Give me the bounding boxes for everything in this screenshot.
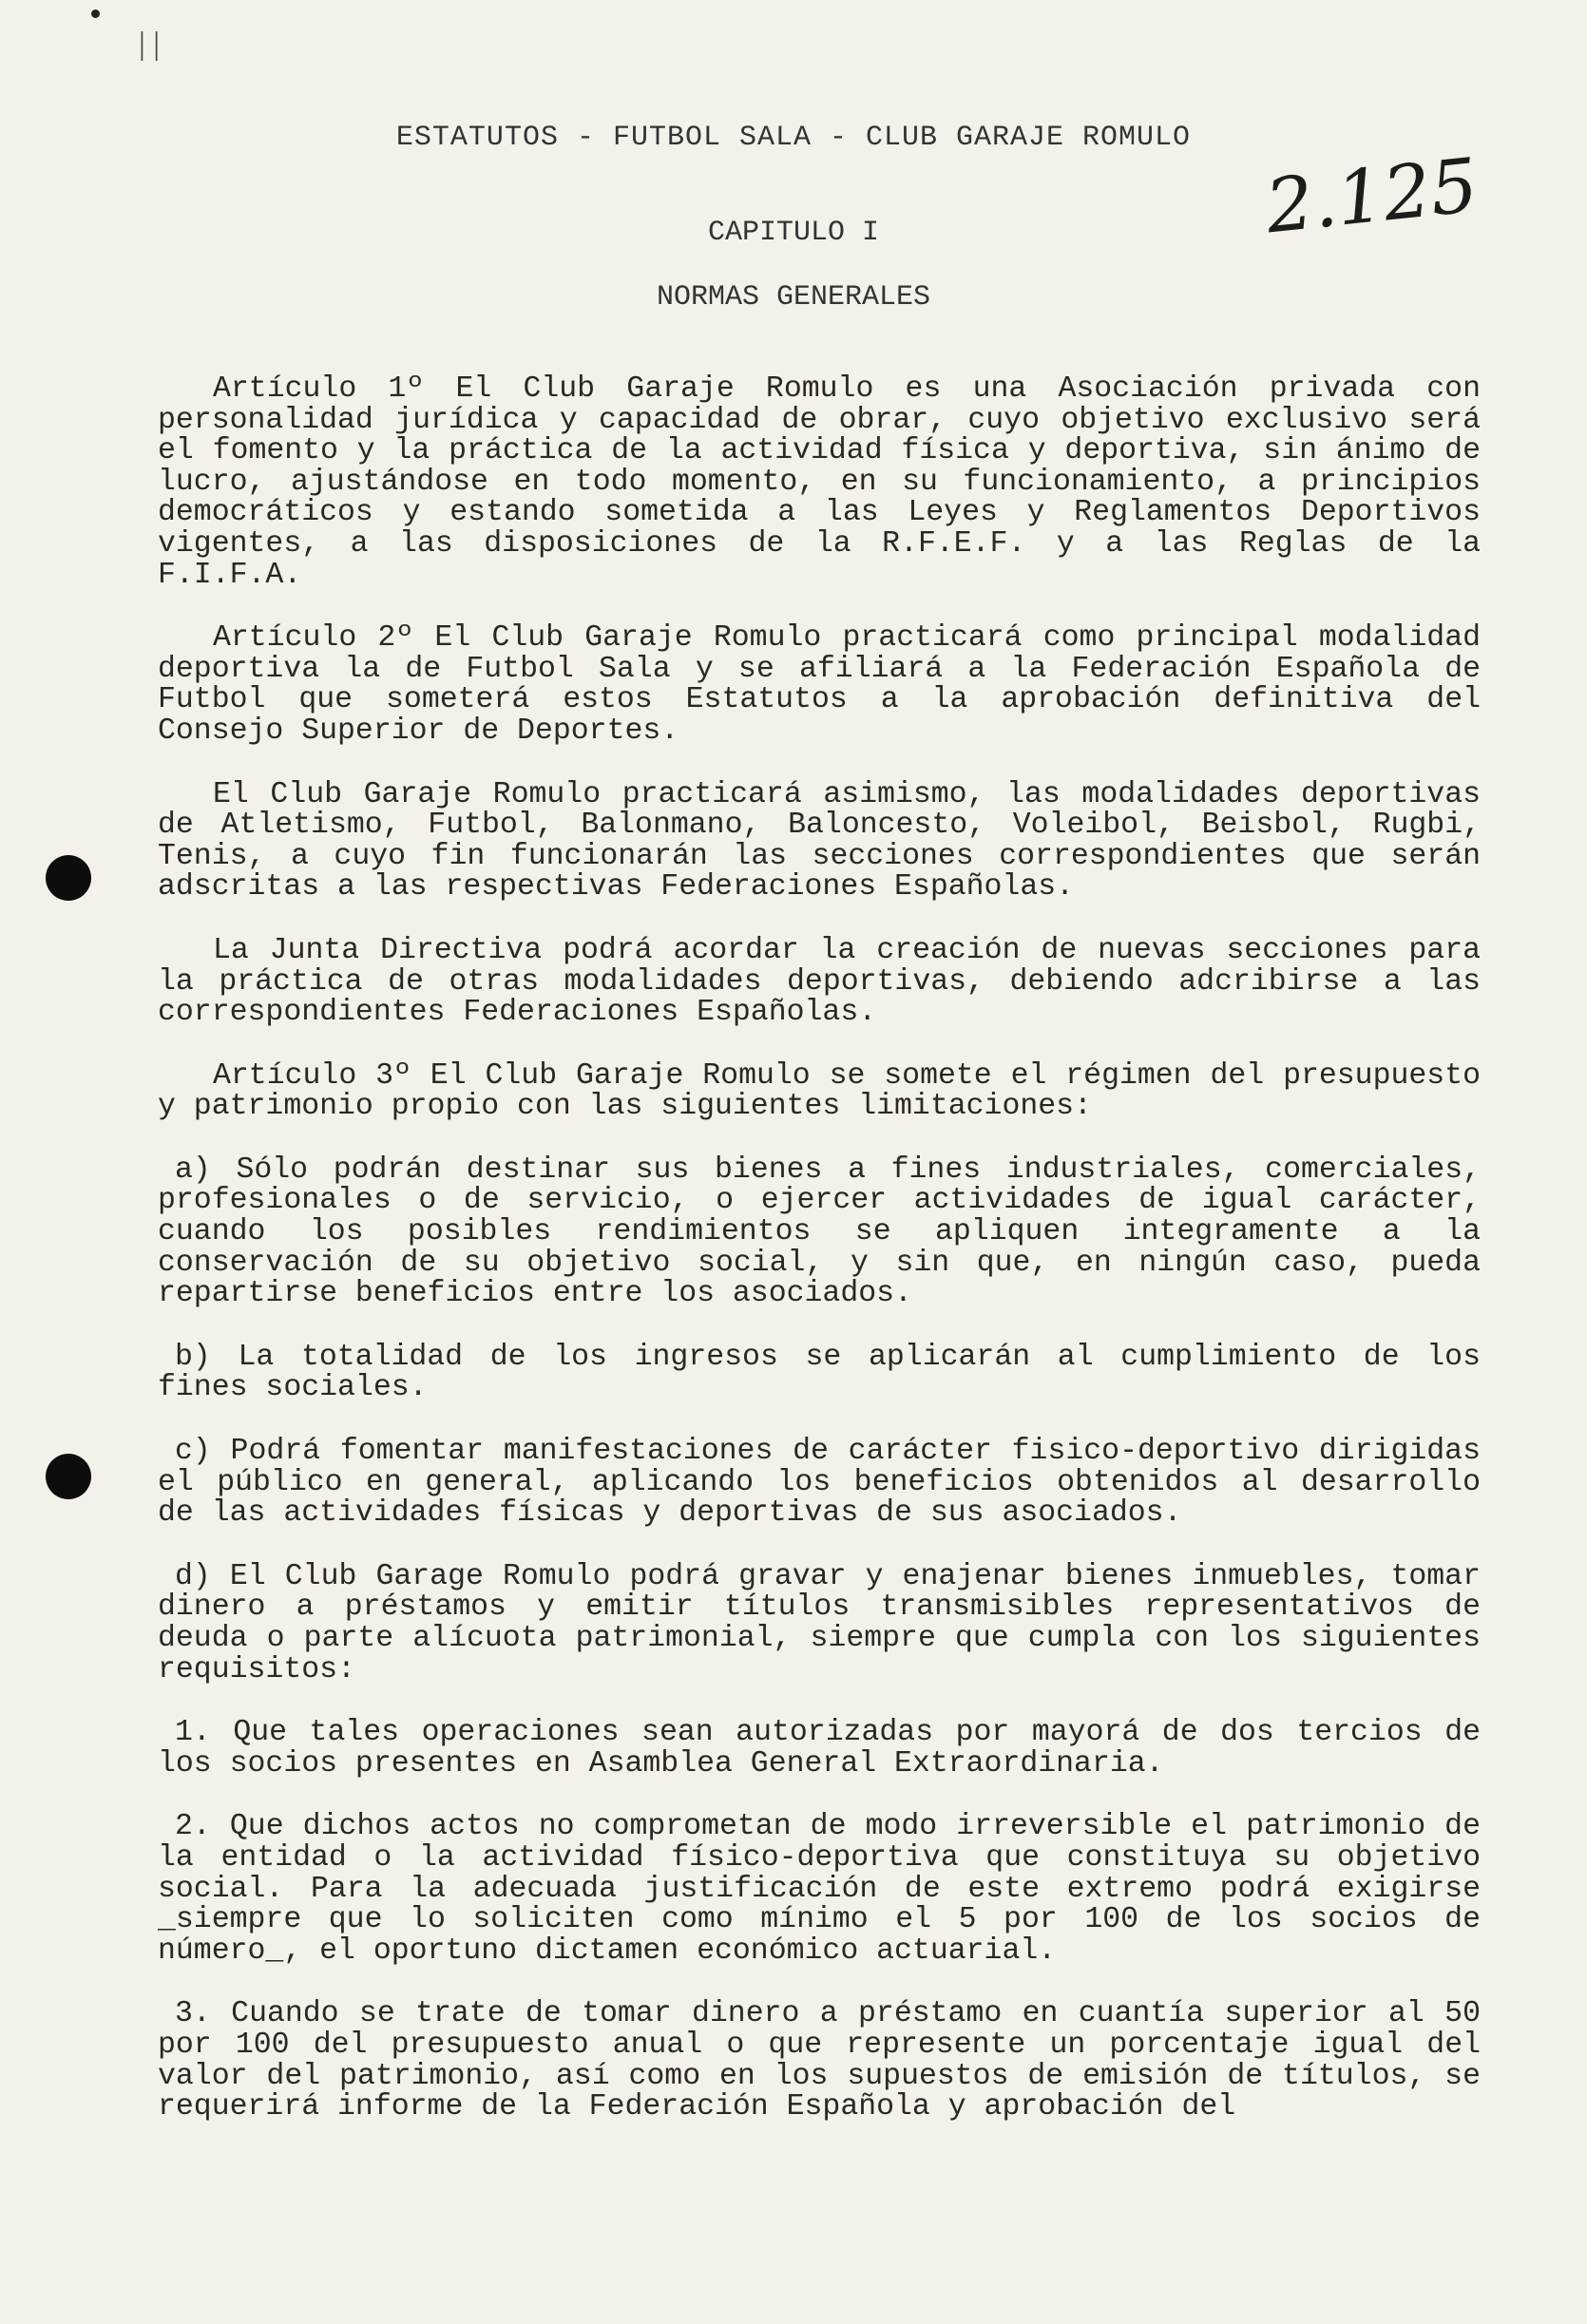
document-header-title: ESTATUTOS - FUTBOL SALA - CLUB GARAJE ROMULO — [395, 122, 1192, 154]
article-1: Artículo 1º El Club Garaje Romulo es una Asociación privada con personalidad jurídica y capacidad de obrar, cuyo objetivo exclusivo será el fomento y la práctica de la actividad física y deportiva, sin ánimo de lucro, ajustándose en todo momento, en su funcionamiento, a principios democráticos y estando sometida a las Leyes y Reglamentos Deportivos vigentes, a las disposiciones de la R.F.E.F. y a las Reglas de la F.I.F.A. — [158, 372, 1481, 592]
requirement-1: 1. Que tales operaciones sean autorizadas por mayorá de dos tercios de los socios presentes en Asamblea General Extraordinaria. — [158, 1716, 1481, 1781]
chapter-title: NORMAS GENERALES — [656, 281, 931, 314]
document-body — [158, 374, 1481, 2124]
corner-tally-mark: | | — [139, 27, 161, 62]
chapter-number: CAPITULO I — [707, 217, 880, 249]
article-3: Artículo 3º El Club Garaje Romulo se somete el régimen del presupuesto y patrimonio propio con las siguientes limitaciones: — [158, 1058, 1481, 1124]
punch-hole-lower — [46, 1454, 91, 1499]
requirement-2: 2. Que dichos actos no comprometan de modo irreversible el patrimonio de la entidad o la actividad físico-deportiva que constituya su objetivo social. Para la adecuada justificación de este extremo podrá exigirse _siempre que lo soliciten como mínimo el 5 por 100 de los socios de número_, el oportuno dictamen económico actuarial. — [158, 1810, 1481, 1968]
ink-speck — [91, 10, 100, 18]
article-3-item-c: c) Podrá fomentar manifestaciones de carácter fisico-deportivo dirigidas el público en general, aplicando los beneficios obtenidos al desarrollo de las actividades físicas y deportivas de sus asociados. — [158, 1435, 1481, 1531]
punch-hole-upper — [46, 855, 91, 901]
handwritten-folio-number: 2.125 — [1261, 143, 1482, 251]
article-2: Artículo 2º El Club Garaje Romulo practicará como principal modalidad deportiva la de Futbol Sala y se afiliará a la Federación Española de Futbol que someterá estos Estatutos a la aprobación definitiva del Consejo Superior de Deportes. — [158, 621, 1481, 748]
article-3-item-b: b) La totalidad de los ingresos se aplicarán al cumplimiento de los fines sociales. — [158, 1340, 1481, 1405]
article-3-item-d: d) El Club Garage Romulo podrá gravar y enajenar bienes inmuebles, tomar dinero a préstamos y emitir títulos transmisibles representativos de deuda o parte alícuota patrimonial, siempre que cumpla con los siguientes requisitos: — [158, 1559, 1481, 1686]
article-3-item-a: a) Sólo podrán destinar sus bienes a fines industriales, comerciales, profesionales o de servicio, o ejercer actividades de igual carácter, cuando los posibles rendimientos se apliquen integramente a la conservación de su objetivo social, y sin que, en ningún caso, pueda repartirse beneficios entre los asociados. — [158, 1152, 1481, 1311]
requirement-3: 3. Cuando se trate de tomar dinero a préstamo en cuantía superior al 50 por 100 del presupuesto anual o que represente un porcentaje igual del valor del patrimonio, así como en los supuestos de emisión de títulos, se requerirá informe de la Federación Española y aprobación del — [158, 1997, 1481, 2124]
article-2-sections: El Club Garaje Romulo practicará asimismo, las modalidades deportivas de Atletismo, Futbol, Balonmano, Baloncesto, Voleibol, Beisbol, Rugbi, Tenis, a cuyo fin funcionarán las secciones correspondientes que serán adscritas a las respectivas Federaciones Españolas. — [158, 777, 1481, 905]
article-2-new-sections: La Junta Directiva podrá acordar la creación de nuevas secciones para la práctica de otras modalidades deportivas, debiendo adcribirse a las correspondientes Federaciones Españolas. — [158, 933, 1481, 1030]
